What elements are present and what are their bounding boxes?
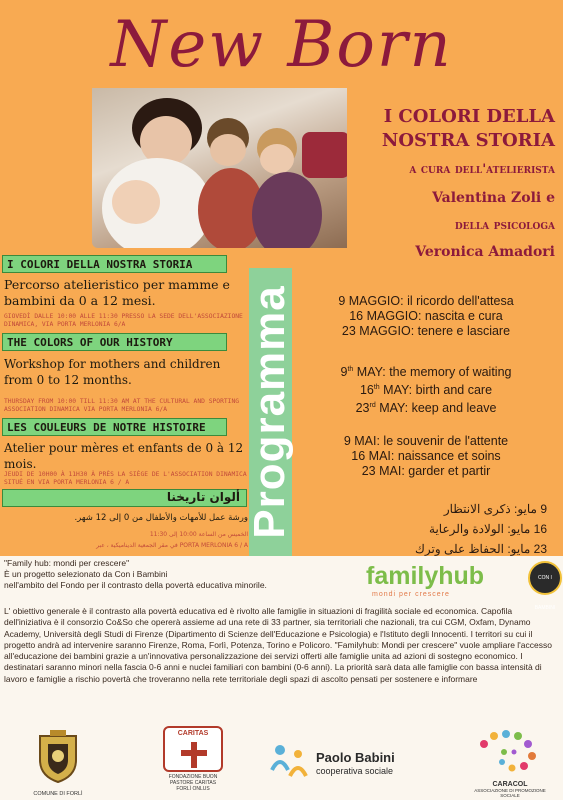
- comune-logo: COMUNE DI FORLÌ: [28, 726, 88, 797]
- conbambini-logo: CON I BAMBINI: [528, 561, 562, 595]
- section-body-en: Workshop for mothers and children from 0 to 12 months.: [4, 357, 221, 387]
- schedule-en: 9th MAY: the memory of waiting 16th MAY: birth and care 23rd MAY: keep and leave: [340, 365, 512, 416]
- paolo-babini-figures-icon: [268, 740, 312, 784]
- section-heading-it: I COLORI DELLA NOSTRA STORIA: [2, 255, 227, 273]
- caracol-spiral-icon: [470, 728, 550, 776]
- familyhub-logo: familyhub: [366, 562, 485, 590]
- page-title: New Born: [110, 8, 453, 82]
- caritas-logo: CARITAS FONDAZIONE BUON PASTORE CARITAS FORLÌ ONLUS: [163, 726, 223, 792]
- caracol-logo: CARACOL ASSOCIAZIONE DI PROMOZIONE SOCIALE: [470, 728, 550, 798]
- section-heading-ar: ألوان تاريخنا: [2, 489, 247, 507]
- project-title: "Family hub: mondi per crescere": [4, 558, 130, 568]
- subtitle: I COLORI DELLA NOSTRA STORIA: [381, 106, 555, 151]
- credit-atelierista: a cura dell'atelierista: [409, 162, 555, 177]
- section-body-it: Percorso atelieristico per mamme e bambini da 0 a 12 mesi.: [4, 277, 230, 308]
- name-valentina: Valentina Zoli e: [432, 190, 555, 206]
- programma-label: Programma: [245, 285, 294, 539]
- project-description: L' obiettivo generale è il contrasto alla povertà educativa ed è rivolto alle famiglie in situazioni di fragilità sociale ed economica. Capofila dell'iniziativa è il consorzio Co&So che opererà assieme ad una rete di 33 partner, sia territoriali che nazionali, tra cui CGM, Oxfam, Dynamo Academy, Università degli Studi di Firenze (Dipartimento di Scienze dell'Educazione e Psicologia) e l'Istituto degli Innocenti. I territori su cui il progetto andrà ad intervenire saranno Firenze, Roma, Forlì, Potenza, Torino e Policoro. "Familyhub: Mondi per crescere" vuole ampliare l'accesso all'educazione dei bambini grazie a un'innovativa personalizzazione dei servizi offerti alle famiglie unita ad azioni di sostegno economico. I destinatari saranno minori nella fascia 0-6 anni e nuclei familiari con bambini (0-6 anni). La priorità sarà data alle famiglie con bassa intensità di lavoro e famiglie a rischio povertà che troveranno nella rete territoriale degli spazi di ascolto pensati per sostenere e informare: [4, 606, 552, 684]
- schedule-it: 9 MAGGIO: il ricordo dell'attesa 16 MAGGIO: nascita e cura 23 MAGGIO: tenere e lasciare: [338, 294, 514, 338]
- project-line-2: È un progetto selezionato da Con i Bambini: [4, 569, 168, 579]
- comune-crest-icon: [28, 726, 88, 786]
- section-body-ar: ورشة عمل للأمهات والأطفال من 0 إلى 12 شهر.: [74, 513, 248, 523]
- section-details-fr: JEUDI DE 10H00 À 11H30 À PRÈS LA SIÈGE DE L'ASSOCIATION DINAMICA SITUÉ EN VIA PORTA MERLONIA 6 / A: [4, 471, 247, 486]
- project-line-3: nell'ambito del Fondo per il contrasto della povertà educativa minorile.: [4, 580, 267, 590]
- name-veronica: Veronica Amadori: [415, 244, 555, 260]
- section-details-en: THURSDAY FROM 10:00 TILL 11:30 AM AT THE CULTURAL AND SPORTING ASSOCIATION DINAMICA VIA PORTA MERLONIA 6/A: [4, 398, 240, 413]
- section-heading-en: THE COLORS OF OUR HISTORY: [2, 333, 227, 351]
- section-details-it: GIOVEDÌ DALLE 10:00 ALLE 11:30 PRESSO LA SEDE DELL'ASSOCIAZIONE DINAMICA, VIA PORTA MERLONIA 6/A: [4, 313, 243, 328]
- credit-psicologa: della psicologa: [454, 218, 555, 233]
- paolo-babini-logo: Paolo Babini cooperativa sociale: [268, 740, 413, 788]
- section-heading-fr: LES COULEURS DE NOTRE HISTOIRE: [2, 418, 227, 436]
- familyhub-tagline: mondi per crescere: [372, 591, 450, 598]
- section-body-fr: Atelier pour mères et enfants de 0 à 12 mois.: [4, 441, 244, 471]
- schedule-ar: 9 مايو: ذكرى الانتظار 16 مايو: الولادة والرعاية 23 مايو: الحفاظ على وترك: [415, 502, 547, 556]
- section-details-ar-1: الخميس من الساعة 10:00 إلى 11:30: [149, 531, 248, 538]
- hero-photo: [92, 88, 347, 248]
- schedule-fr: 9 MAI: le souvenir de l'attente 16 MAI: naissance et soins 23 MAI: garder et partir: [343, 434, 509, 478]
- section-details-ar-2: في مقر الجمعية الديناميكية ، عبر PORTA MERLONIA 6 / A: [96, 542, 248, 549]
